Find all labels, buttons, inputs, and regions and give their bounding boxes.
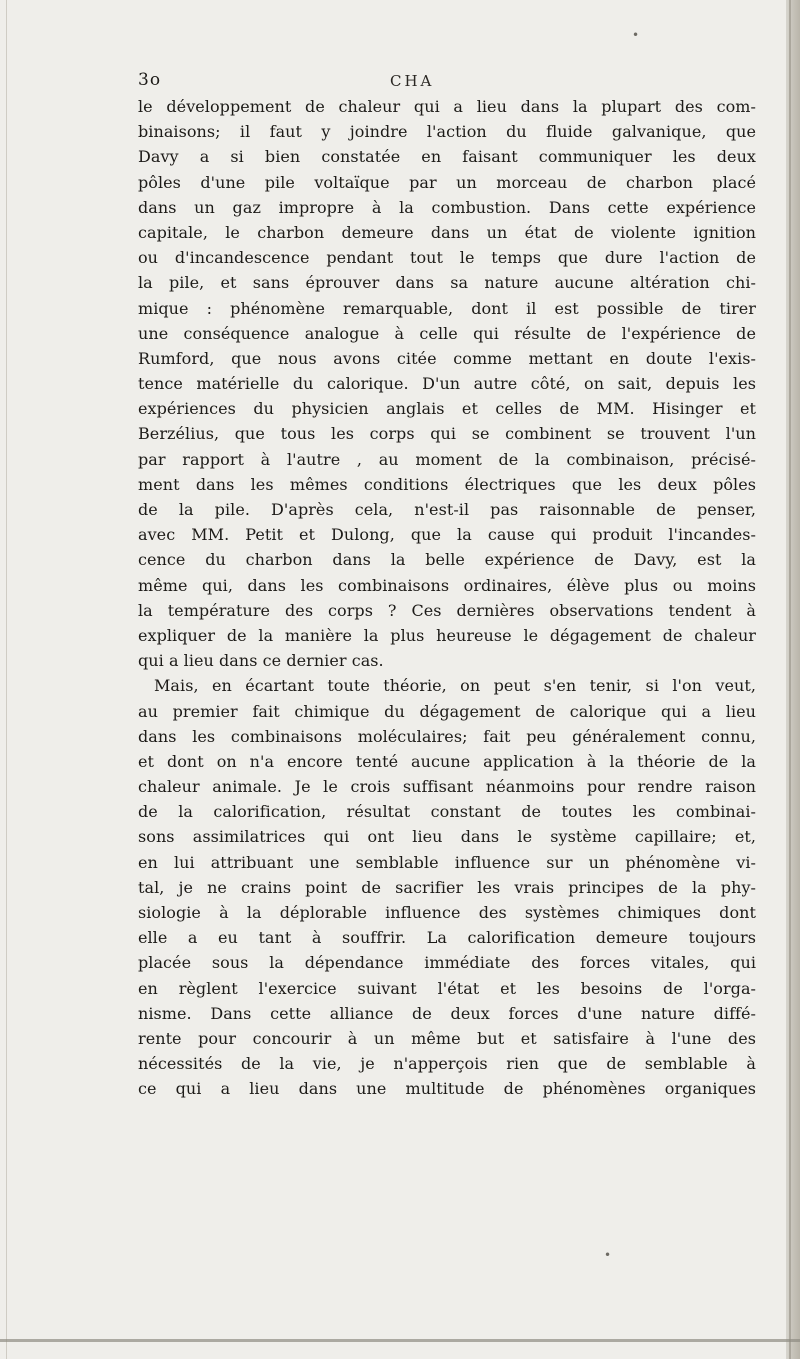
text-line: la pile, et sans éprouver dans sa nature aucune altération chi-	[138, 273, 756, 293]
text-line: rente pour concourir à un même but et satisfaire à l'une des	[138, 1028, 756, 1048]
text-line: par rapport à l'autre , au moment de la combinaison, précisé-	[138, 449, 756, 469]
text-line: siologie à la déplorable influence des systèmes chimiques dont	[138, 903, 756, 922]
text-line: expliquer de la manière la plus heureuse le dégagement de chaleur	[138, 625, 756, 645]
text-line: chaleur animale. Je le crois suffisant néanmoins pour rendre raison	[138, 777, 756, 797]
page-left-edge	[6, 0, 7, 1359]
text-line: placée sous la dépendance immédiate des forces vitales, qui	[138, 953, 756, 973]
text-line: Rumford, que nous avons citée comme mettant en doute l'exis-	[138, 348, 756, 368]
text-line: capitale, le charbon demeure dans un état de violente ignition	[138, 222, 756, 242]
text-line: une conséquence analogue à celle qui résulte de l'expérience de	[138, 323, 756, 343]
text-line: pôles d'une pile voltaïque par un morceau de charbon placé	[138, 172, 756, 192]
ink-speck: •	[604, 1248, 612, 1262]
text-line: en lui attribuant une semblable influence sur un phénomène vi-	[138, 852, 756, 872]
text-line: Mais, en écartant toute théorie, on peut s'en tenir, si l'on veut,	[154, 676, 756, 696]
text-line: la température des corps ? Ces dernières observations tendent à	[138, 600, 756, 620]
text-line: de la calorification, résultat constant de toutes les combinai-	[138, 802, 756, 822]
text-line: tence matérielle du calorique. D'un autre côté, on sait, depuis les	[138, 374, 756, 394]
text-line: Berzélius, que tous les corps qui se combinent se trouvent l'un	[138, 424, 756, 444]
text-line: ment dans les mêmes conditions électriques que les deux pôles	[138, 474, 756, 494]
text-line: dans les combinaisons moléculaires; fait peu généralement connu,	[138, 726, 756, 746]
text-line: de la pile. D'après cela, n'est-il pas raisonnable de penser,	[138, 500, 756, 519]
text-line: qui a lieu dans ce dernier cas.	[138, 651, 384, 671]
page-binding-edge	[786, 0, 800, 1359]
text-line: nisme. Dans cette alliance de deux forces d'une nature diffé-	[138, 1003, 756, 1023]
text-line: sons assimilatrices qui ont lieu dans le système capillaire; et,	[138, 827, 756, 847]
body-text	[138, 94, 756, 1102]
text-line: elle a eu tant à souffrir. La calorification demeure toujours	[138, 928, 756, 948]
running-head	[138, 70, 738, 94]
text-line: le développement de chaleur qui a lieu dans la plupart des com-	[138, 97, 756, 116]
page-bottom-edge	[0, 1339, 800, 1342]
text-line: Davy a si bien constatée en faisant communiquer les deux	[138, 147, 756, 167]
text-line: au premier fait chimique du dégagement de calorique qui a lieu	[138, 701, 756, 721]
text-line: tal, je ne crains point de sacrifier les vrais principes de la phy-	[138, 877, 756, 897]
text-line: et dont on n'a encore tenté aucune application à la théorie de la	[138, 751, 756, 771]
text-line: même qui, dans les combinaisons ordinaires, élève plus ou moins	[138, 575, 756, 595]
text-line: expériences du physicien anglais et celles de MM. Hisinger et	[138, 399, 756, 419]
text-line: mique : phénomène remarquable, dont il est possible de tirer	[138, 298, 756, 318]
page-number: 3o	[138, 70, 162, 90]
text-line: cence du charbon dans la belle expérience de Davy, est la	[138, 550, 756, 570]
text-line: ce qui a lieu dans une multitude de phénomènes organiques	[138, 1079, 756, 1099]
text-line: binaisons; il faut y joindre l'action du fluide galvanique, que	[138, 122, 756, 142]
text-line: ou d'incandescence pendant tout le temps que dure l'action de	[138, 248, 756, 268]
ink-speck: •	[632, 28, 640, 42]
text-line: avec MM. Petit et Dulong, que la cause qui produit l'incandes-	[138, 525, 756, 545]
text-line: nécessités de la vie, je n'apperçois rien que de semblable à	[138, 1054, 756, 1074]
text-line: en règlent l'exercice suivant l'état et les besoins de l'orga-	[138, 978, 756, 998]
running-title: CHA	[390, 72, 435, 90]
text-line: dans un gaz impropre à la combustion. Dans cette expérience	[138, 197, 756, 217]
